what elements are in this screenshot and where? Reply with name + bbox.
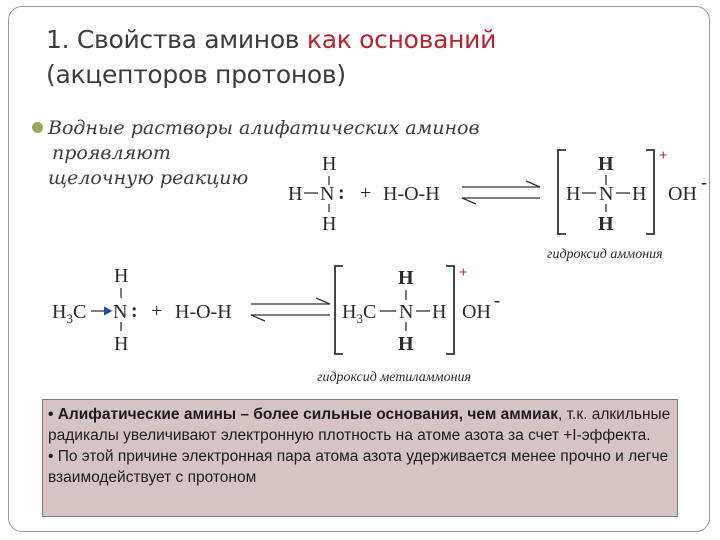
water-formula: H-O-H: [383, 183, 440, 205]
ammonium-n: N: [599, 183, 614, 205]
title-prefix: 1. Свойства аминов: [46, 25, 307, 54]
hydroxide-oh: OH: [668, 183, 697, 205]
ammonium-h-bottom: H: [598, 213, 614, 235]
forward-arrow-head-2: [316, 298, 330, 304]
methylamine-h-bottom: H: [114, 333, 129, 355]
methylamine-n: N: [113, 301, 128, 323]
methylamine-h-top: H: [114, 265, 129, 287]
caption-methylammonium-hydroxide: гидроксид метиламмония: [317, 370, 472, 385]
ammonium-h-top: H: [598, 153, 614, 175]
ammonia-n: N: [320, 183, 335, 205]
explanation-paragraph-2: • По этой причине электронная пара атома азота удерживается менее прочно и легче взаимодействует с протоном: [48, 448, 669, 486]
ch3-subscript: 3: [66, 311, 73, 326]
explanation-paragraph-1: [48, 404, 671, 446]
ch3-subscript-2: 3: [356, 311, 363, 326]
ammonia-h-bottom: H: [322, 213, 337, 235]
plus-sign: +: [360, 182, 372, 204]
bullet-line-3: щелочную реакцию: [48, 167, 249, 189]
ammonia-h-top: H: [322, 153, 337, 175]
charge-plus: +: [659, 148, 668, 164]
ch3-c-2: C: [362, 301, 377, 323]
explanation-rest: , т.к. алкильные радикалы увеличивают электронную плотность на атоме азота за счет +I-эффекта.: [48, 406, 671, 444]
bracket-right: [646, 150, 654, 234]
explanation-bold: • Алифатические амины – более сильные основания, чем аммиак: [48, 406, 559, 423]
bullet-line-2: проявляют: [52, 142, 171, 164]
title-accent: как оснований: [306, 25, 497, 54]
bullet-line-1: Водные растворы алифатических аминов: [48, 117, 480, 139]
reverse-arrow-head-2: [251, 315, 265, 321]
ch3-h-2: H: [342, 301, 357, 323]
explanation-box: [42, 399, 678, 517]
charge-minus-2: -: [494, 290, 500, 310]
methylamine-ch3: [52, 301, 86, 326]
reverse-arrow-head: [462, 198, 476, 204]
methylammonium-ch3: [342, 301, 376, 326]
ch3-h: H: [52, 301, 67, 323]
ammonia-lone-pair: :: [338, 182, 345, 204]
ammonium-h-left: H: [566, 183, 581, 205]
methylammonium-n: N: [399, 301, 414, 323]
ch3-c: C: [72, 301, 87, 323]
charge-plus-2: +: [459, 265, 468, 281]
inductive-arrow-head: [104, 307, 111, 315]
bracket-right-2: [446, 266, 454, 354]
plus-sign-2: +: [151, 300, 163, 322]
reaction-ammonia: [288, 148, 707, 262]
methylammonium-h-top: H: [398, 267, 414, 289]
ammonia-h-left: H: [288, 183, 303, 205]
hydroxide-oh-2: OH: [462, 301, 491, 323]
caption-ammonium-hydroxide: гидроксид аммония: [547, 247, 663, 262]
title-line-2: (акцепторов протонов): [46, 60, 346, 89]
bracket-left: [558, 150, 566, 234]
ammonium-h-right: H: [632, 183, 647, 205]
charge-minus: -: [701, 172, 707, 192]
methylamine-lone-pair: :: [131, 300, 138, 322]
methylammonium-h-bottom: H: [398, 333, 414, 355]
forward-arrow-head: [526, 181, 540, 187]
water-formula-2: H-O-H: [175, 301, 232, 323]
methylammonium-h-right: H: [432, 301, 447, 323]
reaction-methylamine: [52, 265, 500, 385]
